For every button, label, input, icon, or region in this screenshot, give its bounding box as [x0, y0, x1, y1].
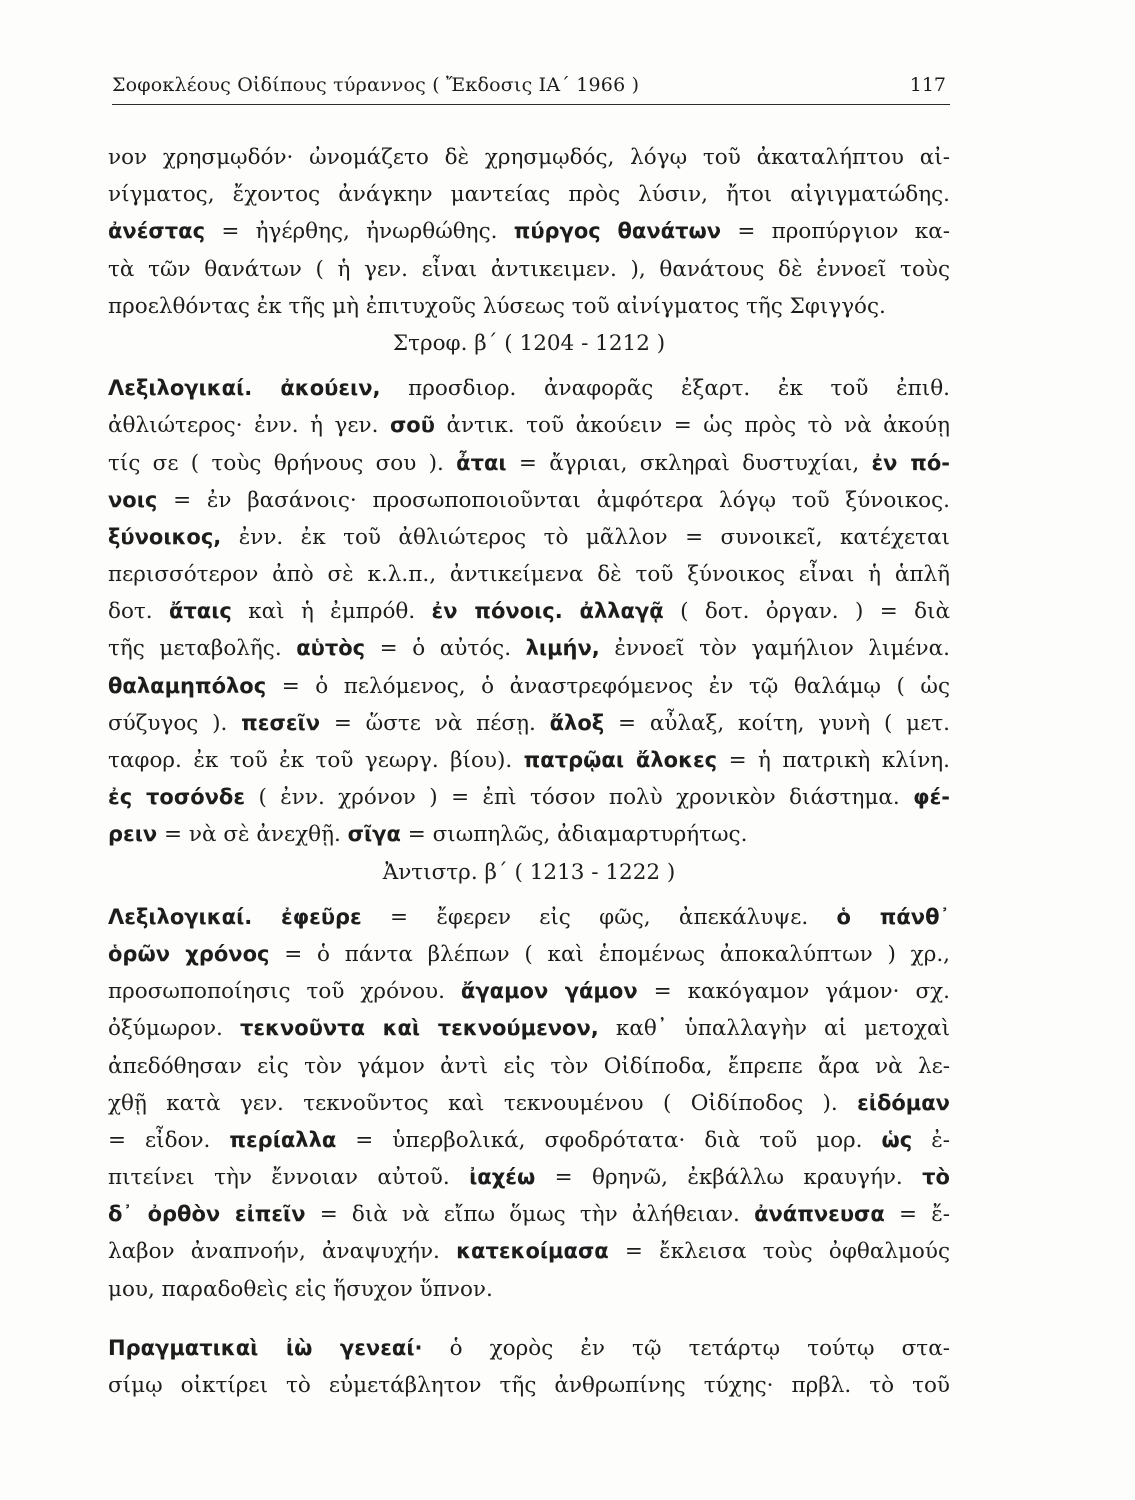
- gloss-text: = σιωπηλῶς, ἀδιαμαρτυρήτως.: [400, 822, 748, 848]
- gloss-text: προσωποποίησις τοῦ χρόνου.: [108, 979, 461, 1005]
- gloss-text: ὁ χορὸς ἐν τῷ τετάρτῳ τούτῳ στα-: [422, 1335, 950, 1361]
- gloss-text: ἐνν. ἐκ τοῦ ἀθλιώτερος τὸ μᾶλλον = συνοικεῖ, κατέχεται: [221, 524, 950, 550]
- running-title: Σοφοκλέους Οἰδίπους τύραννος ( Ἔκδοσις ΙΑ΄ 1966 ): [112, 74, 640, 96]
- gloss-text: ἀπεδόθησαν εἰς τὸν γάμον ἀντὶ εἰς τὸν Οἰδίποδα, ἔπρεπε ἄρα νὰ λε-: [108, 1053, 950, 1079]
- gloss-text: = ὁ πελόμενος, ὁ ἀναστρεφόμενος ἐν τῷ θαλάμῳ ( ὡς: [266, 673, 950, 699]
- text-line: [108, 445, 950, 482]
- gloss-text: = ἐν βασάνοις· προσωποποιοῦνται ἀμφότερα λόγῳ τοῦ ξύνοικος.: [157, 487, 950, 513]
- gloss-text: Στροφ. β΄ ( 1204 - 1212 ): [392, 330, 666, 356]
- lemma: ἐν πόνοις. ἀλλαγᾷ: [431, 599, 664, 624]
- gloss-text: = ἔ-: [884, 1202, 950, 1228]
- text-line: [108, 630, 950, 667]
- gloss-text: = αὖλαξ, κοίτη, γυνὴ ( μετ.: [604, 710, 950, 736]
- text-line: [108, 705, 950, 742]
- gloss-text: = ἡ πατρικὴ κλίνη.: [717, 748, 950, 773]
- text-line: [108, 779, 950, 816]
- gloss-text: = ἔκλεισα τοὺς ὀφθαλμούς: [608, 1239, 950, 1265]
- text-line: [108, 556, 950, 593]
- gloss-text: πιτείνει τὴν ἔννοιαν αὐτοῦ.: [108, 1165, 470, 1191]
- lemma: ἐς τοσόνδε: [108, 785, 246, 810]
- gloss-text: = ὁ αὐτός.: [365, 636, 526, 662]
- gloss-text: = εἶδον.: [108, 1127, 230, 1153]
- gloss-text: = κακόγαμον γάμον· σχ.: [637, 979, 950, 1005]
- text-line: [108, 1159, 950, 1196]
- lemma: τεκνοῦντα καὶ τεκνούμενον,: [239, 1016, 599, 1041]
- gloss-text: = ἔφερεν εἰς φῶς, ἀπεκάλυψε.: [361, 904, 837, 930]
- gloss-text: νον χρησμῳδόν· ὠνομάζετο δὲ χρησμῳδός, λόγῳ τοῦ ἀκαταλήπτου αἰ-: [108, 145, 950, 170]
- text-line: [108, 1233, 950, 1270]
- lemma: ξύνοικος,: [108, 524, 222, 549]
- gloss-text: = ὁ πάντα βλέπων ( καὶ ἑπομένως ἀποκαλύπτων ) χρ.,: [269, 941, 950, 967]
- gloss-text: σίμῳ οἰκτίρει τὸ εὐμετάβλητον τῆς ἀνθρωπίνης τύχης· πρβλ. τὸ τοῦ: [108, 1373, 950, 1398]
- lemma: ρειν: [108, 822, 158, 847]
- page-number: 117: [909, 74, 946, 96]
- text-line: [108, 288, 950, 325]
- lemma: ἀνέστας: [108, 219, 206, 244]
- lemma: πύργος θανάτων: [513, 219, 722, 244]
- text-line: [108, 936, 950, 973]
- text-line: [108, 482, 950, 519]
- lemma: ἰαχέω: [469, 1165, 536, 1190]
- lemma: Λεξιλογικαί. ἀκούειν,: [108, 376, 381, 401]
- text-line: [108, 251, 950, 288]
- text-line: [108, 213, 950, 250]
- lemma: ὁρῶν χρόνος: [108, 941, 270, 966]
- text-line: [108, 668, 950, 705]
- text-line: [108, 1196, 950, 1233]
- gloss-text: ἀθλιώτερος· ἐνν. ἡ γεν.: [108, 413, 390, 439]
- text-line: [108, 1010, 950, 1047]
- gloss-text: = θρηνῶ, ἐκβάλλω κραυγήν.: [535, 1165, 923, 1191]
- text-line: [108, 816, 950, 853]
- gloss-text: προελθόντας ἐκ τῆς μὴ ἐπιτυχοῦς λύσεως τοῦ αἰνίγματος τῆς Σφιγγός.: [108, 293, 886, 319]
- text-line: [108, 593, 950, 630]
- gloss-text: περισσότερον ἀπὸ σὲ κ.λ.π., ἀντικείμενα δὲ τοῦ ξύνοικος εἶναι ἡ ἁπλῆ: [108, 562, 950, 588]
- gloss-text: = προπύργιον κα-: [721, 219, 950, 245]
- gloss-text: ἐ-: [912, 1127, 950, 1153]
- text-line: [108, 1122, 950, 1159]
- lemma: περίαλλα: [229, 1127, 337, 1152]
- text-line: [108, 1085, 950, 1122]
- gloss-text: = ὑπερβολικά, σφοδρότατα· διὰ τοῦ μορ.: [336, 1127, 882, 1153]
- gloss-text: λαβον ἀναπνοήν, ἀναψυχήν.: [108, 1239, 457, 1265]
- running-header: [112, 70, 950, 105]
- gloss-text: προσδιορ. ἀναφορᾶς ἐξαρτ. ἐκ τοῦ ἐπιθ.: [380, 376, 950, 402]
- gloss-text: = νὰ σὲ ἀνεχθῇ.: [157, 822, 348, 848]
- gloss-text: Ἀντιστρ. β΄ ( 1213 - 1222 ): [382, 859, 676, 885]
- lemma: λιμήν,: [525, 636, 600, 661]
- lemma: αὑτὸς: [296, 636, 366, 661]
- lemma: τὸ: [922, 1165, 950, 1190]
- text-line: [108, 519, 950, 556]
- gloss-text: δοτ.: [108, 599, 169, 625]
- text-line: [108, 1048, 950, 1085]
- text-line: [108, 407, 950, 444]
- gloss-text: = διὰ νὰ εἴπω ὅμως τὴν ἀλήθειαν.: [305, 1202, 755, 1228]
- gloss-text: ( δοτ. ὀργαν. ) = διὰ: [663, 599, 950, 625]
- text-line: [108, 1271, 950, 1308]
- gloss-text: καθ᾽ ὑπαλλαγὴν αἱ μετοχαὶ: [598, 1016, 950, 1042]
- gloss-text: = ὥστε νὰ πέσῃ.: [320, 710, 550, 736]
- text-line: [108, 176, 950, 213]
- gloss-text: χθῇ κατὰ γεν. τεκνοῦντος καὶ τεκνουμένου ( Οἰδίποδος ).: [108, 1090, 858, 1116]
- gloss-text: ἐννοεῖ τὸν γαμήλιον λιμένα.: [599, 636, 950, 662]
- text-line: [108, 1330, 950, 1367]
- gloss-text: μου, παραδοθεὶς εἰς ἥσυχον ὕπνον.: [108, 1276, 493, 1302]
- lemma: θαλαμηπόλος: [108, 673, 267, 698]
- lemma: ὡς: [881, 1127, 913, 1152]
- text-line: [108, 139, 950, 176]
- lemma: ἄταις: [168, 599, 232, 624]
- commentary-text: [108, 139, 950, 1404]
- text-line: [108, 1367, 950, 1404]
- gloss-text: τῆς μεταβολῆς.: [108, 636, 297, 662]
- gloss-text: σύζυγος ).: [108, 710, 242, 736]
- gloss-text: τίς σε ( τοὺς θρήνους σου ).: [108, 450, 457, 476]
- section-heading: [108, 325, 950, 362]
- lemma: εἰδόμαν: [857, 1090, 950, 1115]
- lemma: σοῦ: [389, 413, 435, 438]
- lemma: ἀνάπνευσα: [754, 1202, 885, 1227]
- text-line: [108, 742, 950, 779]
- lemma: ἆται: [456, 450, 507, 475]
- lemma: δ᾽ ὀρθὸν εἰπεῖν: [108, 1202, 306, 1227]
- text-line: [108, 973, 950, 1010]
- lemma: ὁ πάνθ᾽: [836, 904, 950, 929]
- gloss-text: = ἄγριαι, σκληραὶ δυστυχίαι,: [506, 450, 872, 476]
- gloss-text: ἀντικ. τοῦ ἀκούειν = ὡς πρὸς τὸ νὰ ἀκούῃ: [434, 413, 950, 439]
- gloss-text: τὰ τῶν θανάτων ( ἡ γεν. εἶναι ἀντικειμεν. ), θανάτους δὲ ἐννοεῖ τοὺς: [108, 256, 950, 282]
- lemma: ἐν πό-: [871, 450, 950, 475]
- text-line: [108, 370, 950, 407]
- lemma: Πραγματικαὶ ἰὼ γενεαί·: [108, 1335, 423, 1360]
- gloss-text: καὶ ἡ ἐμπρόθ.: [231, 599, 432, 625]
- lemma: Λεξιλογικαί. ἐφεῦρε: [108, 904, 362, 929]
- lemma: νοις: [108, 487, 158, 512]
- lemma: σῖγα: [347, 822, 401, 847]
- text-line: [108, 899, 950, 936]
- section-heading: [108, 854, 950, 891]
- lemma: πατρῷαι ἄλοκες: [523, 748, 718, 772]
- lemma: φέ-: [913, 785, 950, 810]
- gloss-text: ὀξύμωρον.: [108, 1016, 240, 1042]
- lemma: πεσεῖν: [241, 710, 321, 735]
- lemma: κατεκοίμασα: [456, 1239, 609, 1264]
- gloss-text: ταφορ. ἐκ τοῦ ἐκ τοῦ γεωργ. βίου).: [108, 748, 524, 773]
- lemma: ἄγαμον γάμον: [460, 979, 638, 1004]
- lemma: ἄλοξ: [549, 710, 605, 735]
- gloss-text: ( ἐνν. χρόνον ) = ἐπὶ τόσον πολὺ χρονικὸν διάστημα.: [245, 785, 914, 811]
- gloss-text: = ἠγέρθης, ἠνωρθώθης.: [205, 219, 514, 245]
- gloss-text: νίγματος, ἔχοντος ἀνάγκην μαντείας πρὸς λύσιν, ἤτοι αἰγιγματώδης.: [108, 182, 950, 208]
